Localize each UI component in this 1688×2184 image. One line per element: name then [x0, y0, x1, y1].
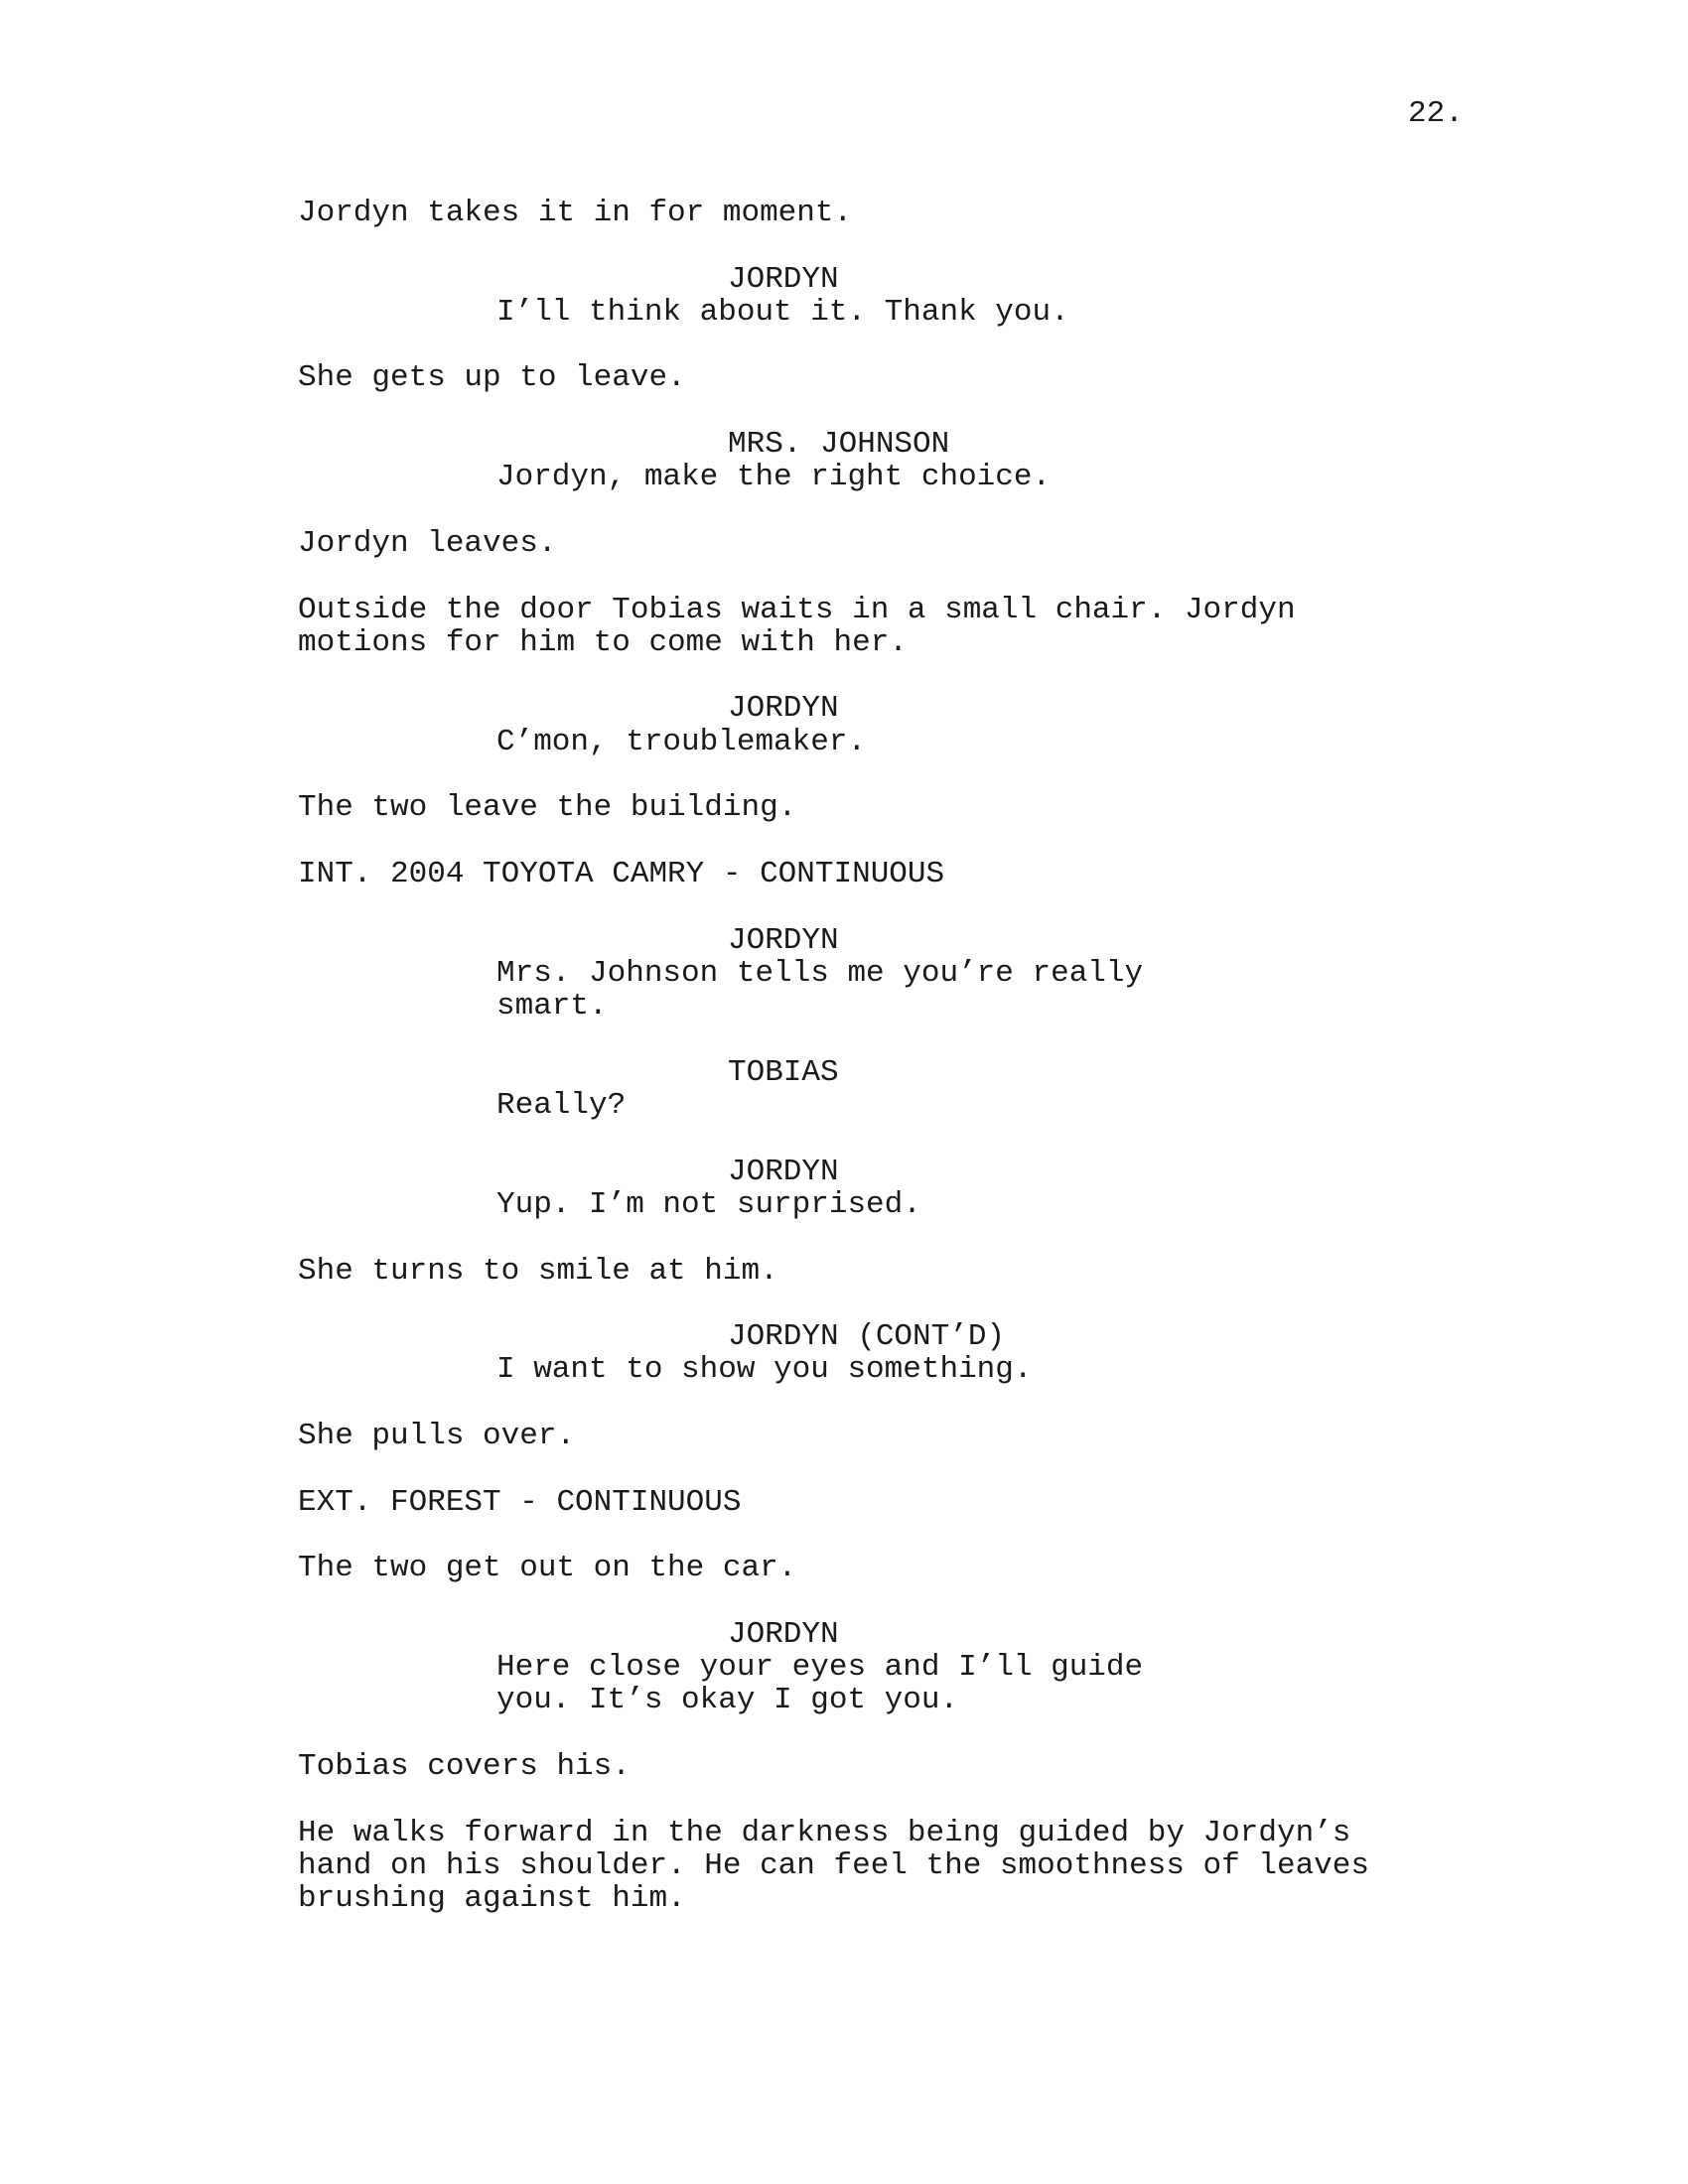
- blank-line: [298, 1717, 1450, 1750]
- blank-line: [298, 494, 1450, 527]
- blank-line: [298, 329, 1450, 361]
- action-line: Jordyn leaves.: [298, 525, 557, 561]
- dialogue-line: Jordyn, make the right choice.: [496, 460, 1052, 495]
- character-cue: [728, 1156, 1450, 1188]
- blank-line: [298, 1122, 1450, 1155]
- blank-line: [298, 758, 1450, 791]
- dialogue-block: [496, 1188, 1450, 1221]
- character-line: TOBIAS: [728, 1054, 839, 1090]
- character-cue: [728, 924, 1450, 957]
- blank-line: [298, 560, 1450, 593]
- dialogue-line: Yup. I’m not surprised.: [496, 1186, 921, 1222]
- blank-line: [298, 1023, 1450, 1055]
- dialogue-line: Here close your eyes and I’ll guide: [496, 1650, 1144, 1686]
- action-block: [298, 1420, 1450, 1452]
- action-line: She turns to smile at him.: [298, 1253, 778, 1289]
- dialogue-line: I want to show you something.: [496, 1352, 1033, 1388]
- scene-heading: [298, 1486, 1450, 1519]
- action-line: Jordyn takes it in for moment.: [298, 196, 853, 230]
- dialogue-block: [496, 1089, 1450, 1122]
- character-cue: [728, 263, 1450, 296]
- action-block: [298, 594, 1450, 660]
- blank-line: [298, 1452, 1450, 1485]
- blank-line: [298, 825, 1450, 858]
- blank-line: [298, 1387, 1450, 1420]
- action-block: [298, 1750, 1450, 1783]
- character-line: JORDYN: [728, 691, 839, 727]
- blank-line: [298, 229, 1450, 262]
- slugline-line: EXT. FOREST - CONTINUOUS: [298, 1484, 742, 1520]
- character-cue: [728, 1618, 1450, 1651]
- character-line: JORDYN (CONT’D): [728, 1319, 1006, 1355]
- character-line: JORDYN: [728, 922, 839, 958]
- action-block: [298, 1817, 1450, 1916]
- blank-line: [298, 1519, 1450, 1552]
- scene-heading: [298, 858, 1450, 890]
- dialogue-block: [496, 726, 1450, 758]
- dialogue-line: C’mon, troublemaker.: [496, 724, 867, 759]
- dialogue-line: Mrs. Johnson tells me you’re really: [496, 955, 1144, 991]
- action-line: Outside the door Tobias waits in a small chair. Jordyn: [298, 592, 1296, 627]
- character-line: MRS. JOHNSON: [728, 427, 950, 463]
- dialogue-block: [496, 1353, 1450, 1386]
- dialogue-block: [496, 957, 1450, 1024]
- blank-line: [298, 395, 1450, 428]
- blank-line: [298, 1221, 1450, 1254]
- dialogue-line: smart.: [496, 989, 608, 1024]
- action-line: She pulls over.: [298, 1418, 576, 1453]
- action-block: [298, 791, 1450, 824]
- blank-line: [298, 1783, 1450, 1816]
- page-number: 22.: [1408, 96, 1464, 131]
- blank-line: [298, 1288, 1450, 1320]
- action-line: The two get out on the car.: [298, 1551, 797, 1586]
- character-cue: [728, 428, 1450, 461]
- blank-line: [298, 890, 1450, 923]
- screenplay-body: [298, 197, 1450, 1915]
- action-line: brushing against him.: [298, 1881, 686, 1917]
- action-block: [298, 527, 1450, 560]
- blank-line: [298, 1584, 1450, 1617]
- character-line: JORDYN: [728, 261, 839, 297]
- action-line: hand on his shoulder. He can feel the smoothness of leaves: [298, 1847, 1369, 1883]
- character-cue: [728, 1320, 1450, 1353]
- character-cue: [728, 1056, 1450, 1089]
- character-line: JORDYN: [728, 1616, 839, 1652]
- action-block: [298, 197, 1450, 229]
- dialogue-block: [496, 1651, 1450, 1717]
- action-line: Tobias covers his.: [298, 1748, 631, 1784]
- action-block: [298, 1552, 1450, 1584]
- blank-line: [298, 659, 1450, 692]
- dialogue-block: [496, 461, 1450, 493]
- action-block: [298, 361, 1450, 394]
- action-line: He walks forward in the darkness being guided by Jordyn’s: [298, 1815, 1351, 1850]
- character-line: JORDYN: [728, 1154, 839, 1189]
- dialogue-line: you. It’s okay I got you.: [496, 1683, 959, 1718]
- dialogue-block: [496, 296, 1450, 329]
- character-cue: [728, 692, 1450, 725]
- action-line: motions for him to come with her.: [298, 624, 908, 660]
- slugline-line: INT. 2004 TOYOTA CAMRY - CONTINUOUS: [298, 856, 945, 891]
- dialogue-line: Really?: [496, 1088, 627, 1124]
- action-line: The two leave the building.: [298, 790, 797, 826]
- action-block: [298, 1255, 1450, 1288]
- dialogue-line: I’ll think about it. Thank you.: [496, 294, 1069, 330]
- action-line: She gets up to leave.: [298, 360, 686, 396]
